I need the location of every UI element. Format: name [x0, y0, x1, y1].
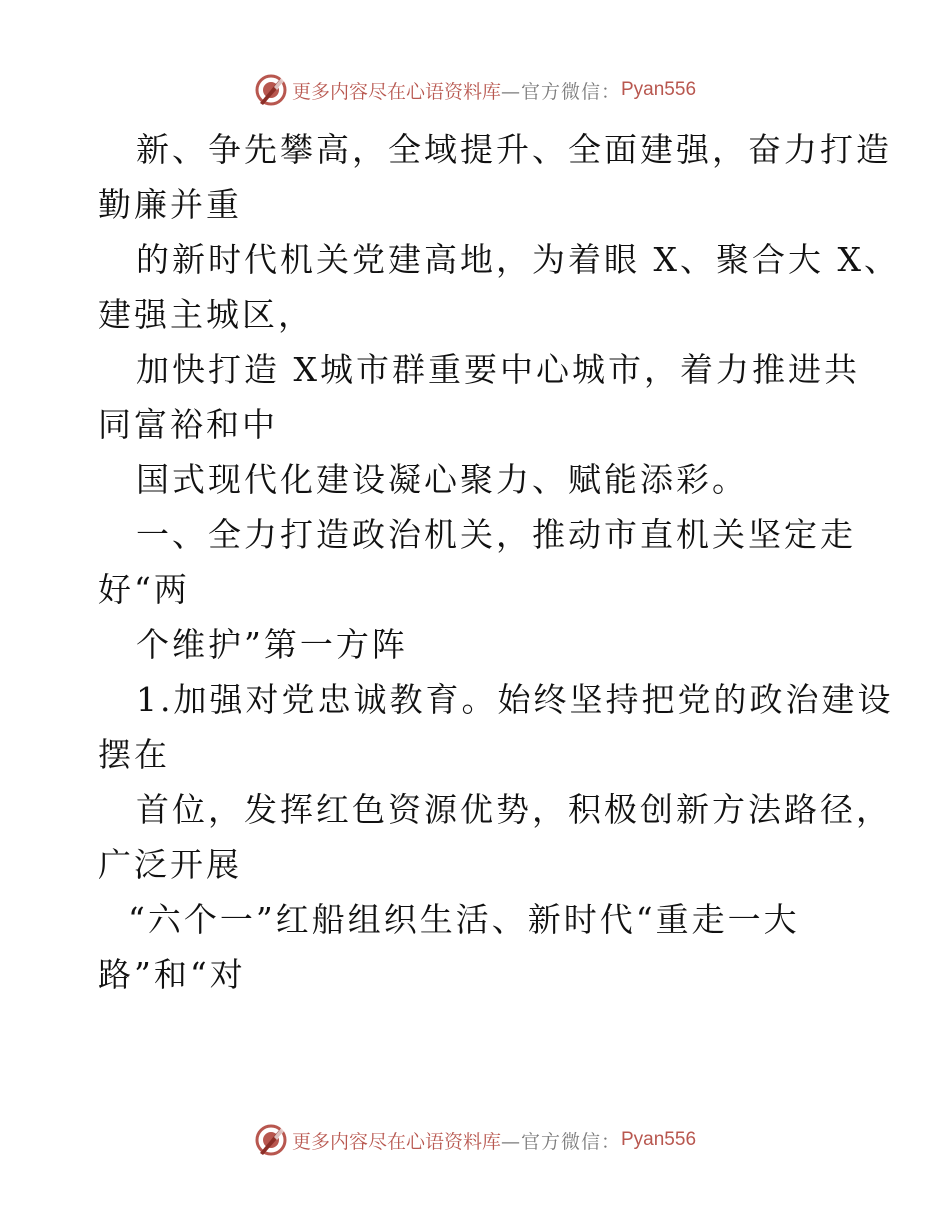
text-line: 建强主城区， — [98, 295, 314, 334]
section-heading-continued: 个维护”第一方阵 — [136, 625, 408, 664]
text-line: 的新时代机关党建高地，为着眼 X、聚合大 X、 — [136, 240, 900, 279]
section-heading-continued: 好“两 — [98, 570, 190, 609]
text-line: “六个一”红船组织生活、新时代“重走一大 — [128, 900, 800, 939]
text-line: 广泛开展 — [98, 845, 242, 884]
watermark-wechat-id: Pyan556 — [621, 79, 697, 100]
text-line: 勤廉并重 — [98, 185, 242, 224]
subsection-heading: 1.加强对党忠诚教育。始终坚持把党的政治建设 — [136, 680, 894, 719]
watermark-brand: 更多内容尽在心语资料库 — [291, 80, 501, 103]
text-line: 国式现代化建设凝心聚力、赋能添彩。 — [136, 460, 748, 499]
quill-seal-icon — [254, 1123, 288, 1157]
text-line: 加快打造 X城市群重要中心城市，着力推进共 — [136, 350, 860, 389]
document-body — [98, 122, 900, 1002]
text-line: 新、争先攀高，全域提升、全面建强，奋力打造 — [136, 130, 892, 169]
watermark-official-label: —官方微信： — [500, 1130, 621, 1153]
watermark-wechat-id: Pyan556 — [621, 1129, 697, 1150]
header-watermark — [0, 70, 950, 110]
watermark-brand: 更多内容尽在心语资料库 — [291, 1130, 501, 1153]
section-heading: 一、全力打造政治机关，推动市直机关坚定走 — [136, 515, 856, 554]
text-line: 同富裕和中 — [98, 405, 278, 444]
watermark-official-label: —官方微信： — [500, 80, 621, 103]
quill-seal-icon — [254, 73, 288, 107]
footer-watermark — [0, 1120, 950, 1160]
text-line: 摆在 — [98, 735, 170, 774]
text-line: 路”和“对 — [98, 955, 246, 994]
text-line: 首位，发挥红色资源优势，积极创新方法路径， — [136, 790, 892, 829]
